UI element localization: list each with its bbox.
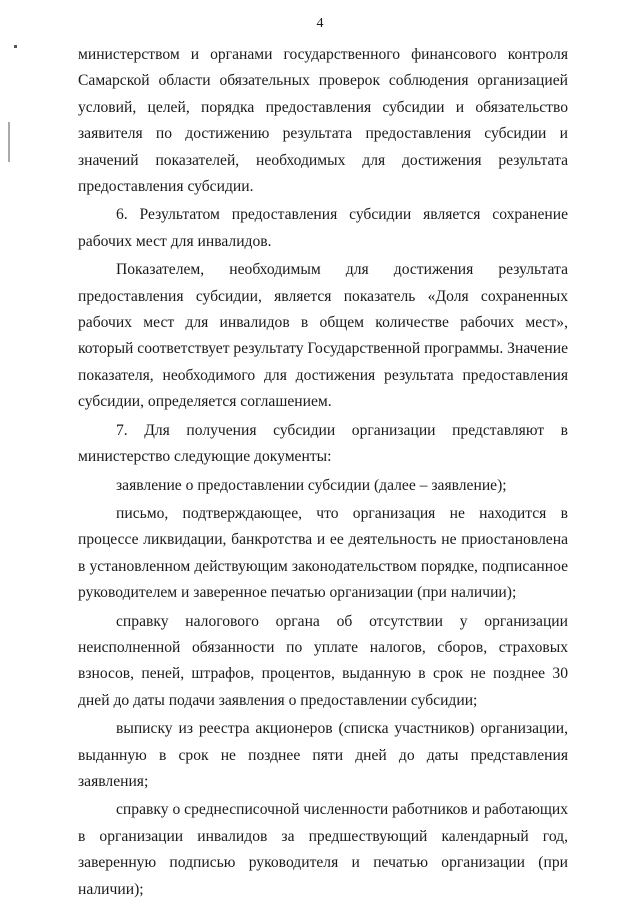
page-number: 4 bbox=[316, 16, 324, 31]
list-item-letter: письмо, подтверждающее, что организация не находится в процессе ликвидации, банкротства и ее деятельность не приостановлена в установленном действующим законодательством порядке, подписанное руководителем и заверенное печатью организации (при наличии); bbox=[78, 504, 568, 602]
paragraph-item-6: 6. Результатом предоставления субсидии является сохранение рабочих мест для инвалидов. bbox=[78, 206, 568, 250]
list-item-tax-certificate: справку налогового органа об отсутствии у организации неисполненной обязанности по уплате налогов, сборов, страховых взносов, пеней, штрафов, процентов, выданную в срок не позднее 30 дней до даты подачи заявления о предоставлении субсидии; bbox=[78, 612, 568, 709]
paragraph-indicator: Показателем, необходимым для достижения результата предоставления субсидии, является показатель «Доля сохраненных рабочих мест для инвалидов в общем количестве рабочих мест», который соответствует результату Государственной программы. Значение показателя, необходимого для достижения результата предоставления субсидии, определяется соглашением. bbox=[78, 261, 568, 411]
paragraph-item-7: 7. Для получения субсидии организации представляют в министерство следующие документы: bbox=[78, 421, 568, 466]
document-body bbox=[78, 42, 568, 903]
list-item-registry-extract: выписку из реестра акционеров (списка участников) организации, выданную в срок не позднее пяти дней до даты представления заявления; bbox=[78, 720, 568, 790]
margin-tick bbox=[8, 122, 10, 162]
paragraph-continuation: министерством и органами государственного финансового контроля Самарской области обязательных проверок соблюдения организацией условий, целей, порядка предоставления субсидии и обязательство заявителя по достижению результата предоставления субсидии и значений показателей, необходимых для достижения результата предоставления субсидии. bbox=[78, 46, 568, 196]
list-item-application: заявление о предоставлении субсидии (далее – заявление); bbox=[116, 476, 507, 494]
list-item-headcount-certificate: справку о среднесписочной численности работников и работающих в организации инвалидов за предшествующий календарный год, заверенную подписью руководителя и печатью организации (при наличии); bbox=[78, 801, 568, 898]
margin-dot bbox=[14, 45, 17, 48]
